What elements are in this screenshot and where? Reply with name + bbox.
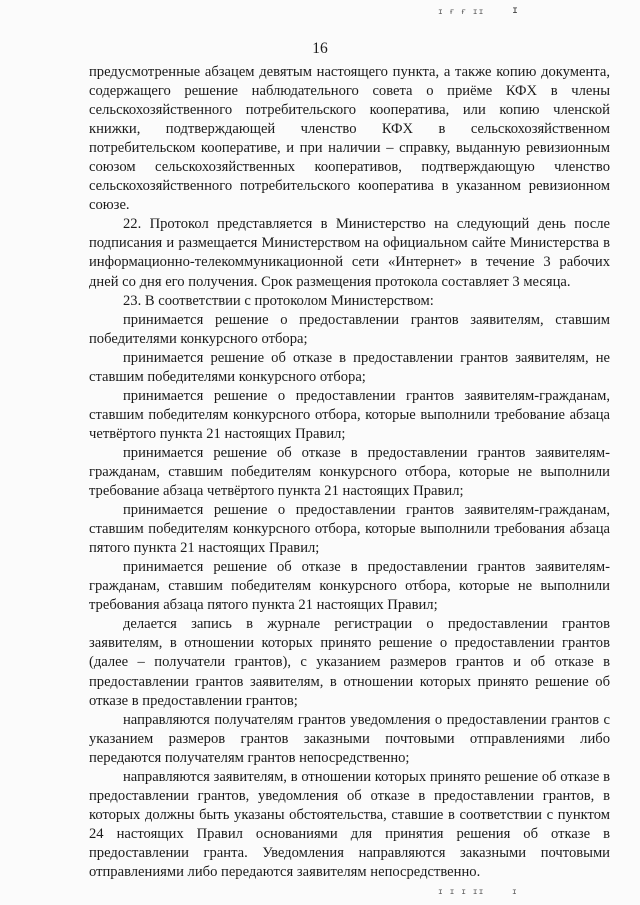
list-item-1: принимается решение о предоставлении грантов заявителям, ставшим победителями конкурсного отбора;	[89, 311, 610, 347]
paragraph-0: предусмотренные абзацем девятым настоящего пункта, а также копию документа, содержащего решение наблюдательного совета о приёме КФХ в члены сельскохозяйственного потребительского кооператива, или копию членской книжки, подтверждающей членство КФХ в сельскохозяйственном потребительском кооперативе, и при наличии – справку, выданную ревизионным союзом сельскохозяйственных кооперативов, подтверждающую членство сельскохозяйственного потребительского кооператива в указанном ревизионном союзе.	[89, 64, 610, 214]
scan-mark-top-right: ɪ	[512, 6, 520, 17]
paragraph-22: 22. Протокол представляется в Министерство на следующий день после подписания и размещается Министерством на официальном сайте Министерства в информационно-телекоммуникационной сети «Интернет» в течение 3 рабочих дней со дня его получения. Срок размещения протокола составляет 3 месяца.	[89, 216, 610, 290]
scan-mark-bottom: ɪ ɪ ɪ ɪɪ	[438, 888, 485, 897]
list-item-8: направляются получателям грантов уведомления о предоставлении грантов с указанием размеров грантов заказными почтовыми отправлениями либо передаются получателям грантов непосредственно;	[89, 711, 610, 766]
list-item-7: делается запись в журнале регистрации о предоставлении грантов заявителям, в отношении которых принято решение о предоставлении грантов (далее – получатели грантов), с указанием размеров грантов и об отказе в предоставлении грантов заявителям, в отношении которых принято решение об отказе в предоставлении грантов;	[89, 616, 610, 709]
list-item-5: принимается решение о предоставлении грантов заявителям-гражданам, ставшим победителям конкурсного отбора, которые выполнили требования абзаца пятого пункта 21 настоящих Правил;	[89, 502, 610, 557]
list-item-3: принимается решение о предоставлении грантов заявителям-гражданам, ставшим победителям конкурсного отбора, которые выполнили требование абзаца четвёртого пункта 21 настоящих Правил;	[89, 387, 610, 442]
scan-mark-bottom-right: ɪ	[512, 888, 518, 897]
list-item-9: направляются заявителям, в отношении которых принято решение об отказе в предоставлении грантов, уведомления об отказе в предоставлении грантов, в которых должны быть указаны обстоятельства, ставшие в соответствии с пунктом 24 настоящих Правил основаниями для принятия решения об отказе в предоставлении гранта. Уведомления направляются заказными почтовыми отправлениями либо передаются заявителям непосредственно.	[89, 768, 610, 880]
page-number: 16	[312, 40, 328, 57]
paragraph-23-intro: 23. В соответствии с протоколом Министерством:	[123, 292, 434, 309]
list-item-6: принимается решение об отказе в предоставлении грантов заявителям-гражданам, ставшим победителям конкурсного отбора, которые не выполнили требования абзаца пятого пункта 21 настоящих Правил;	[89, 559, 610, 614]
list-item-2: принимается решение об отказе в предоставлении грантов заявителям, не ставшим победителями конкурсного отбора;	[89, 349, 610, 385]
list-item-4: принимается решение об отказе в предоставлении грантов заявителям-гражданам, ставшим победителям конкурсного отбора, которые не выполнили требование абзаца четвёртого пункта 21 настоящих Правил;	[89, 444, 610, 500]
scan-mark-top: ɪ ғ ғ ɪɪ	[438, 8, 485, 17]
document-body	[89, 63, 610, 882]
